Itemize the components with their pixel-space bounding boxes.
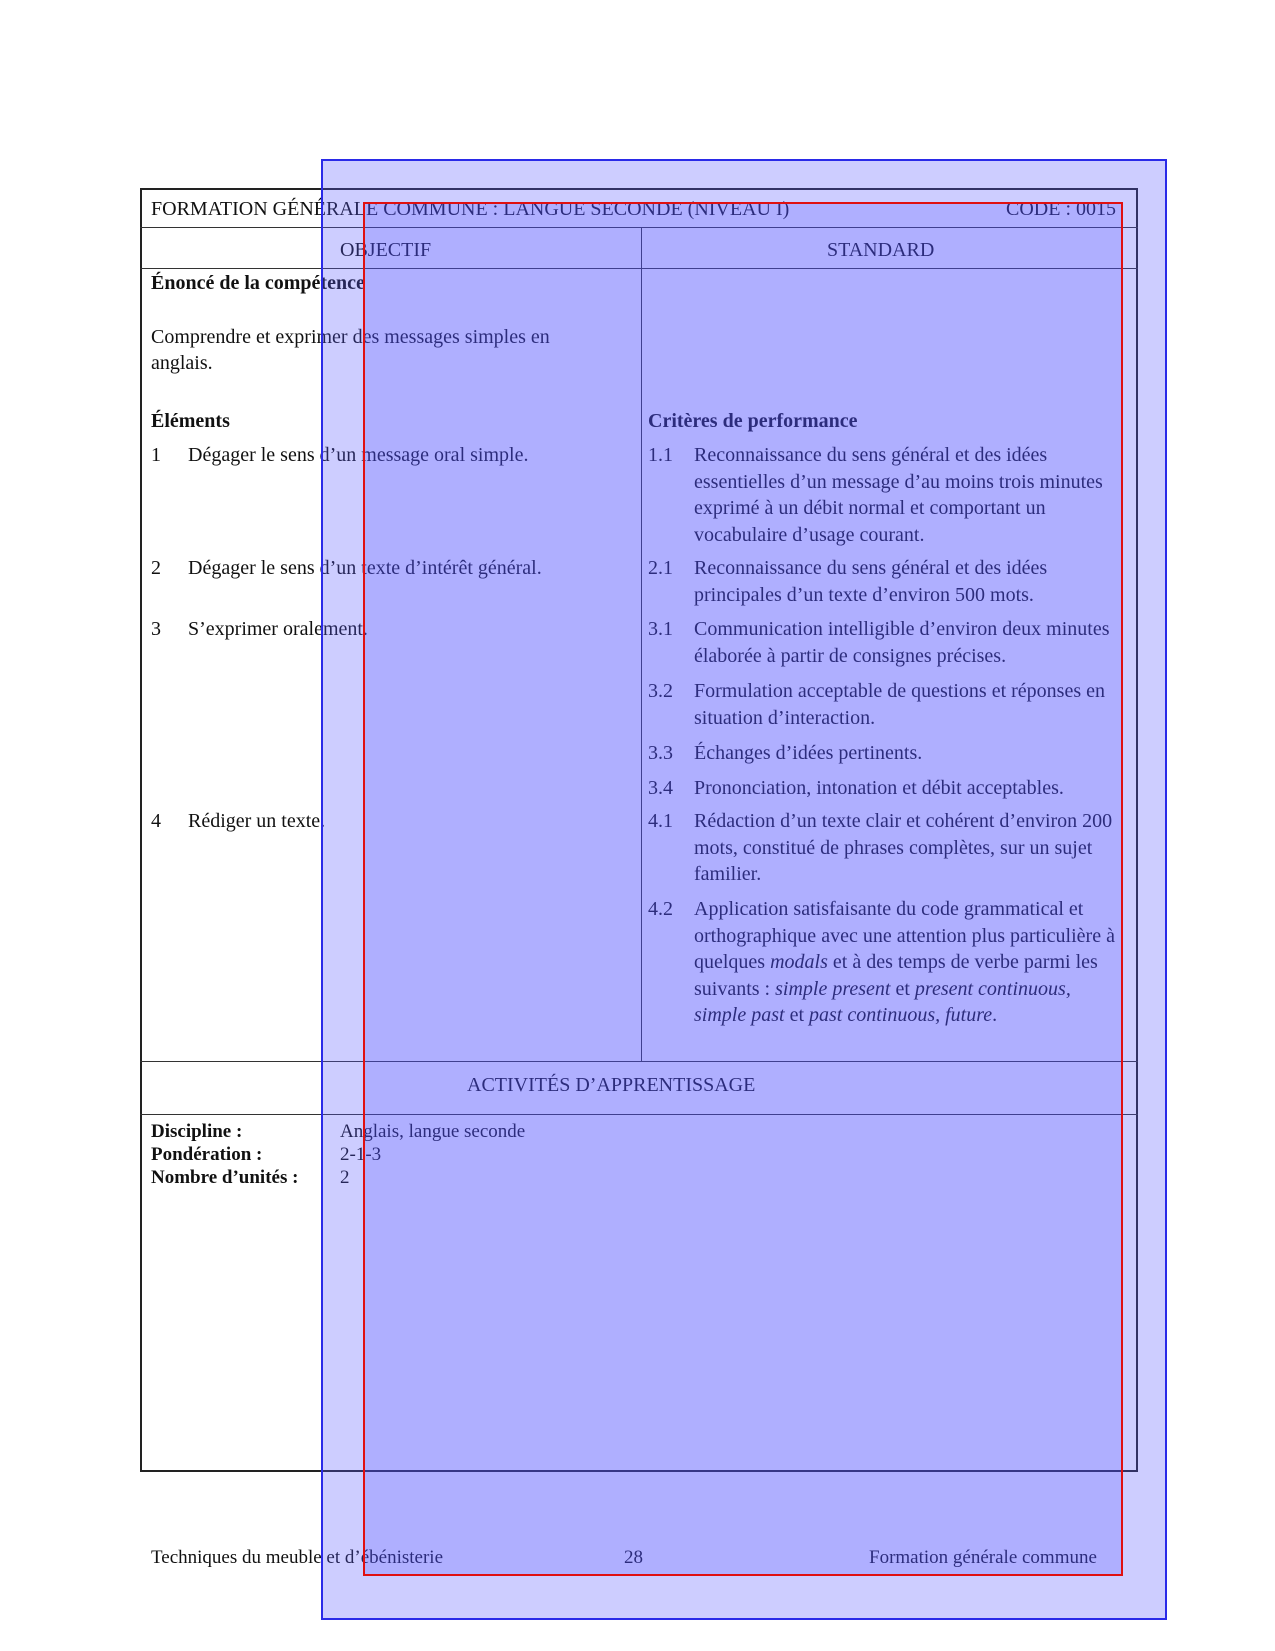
- competence-line-1: Comprendre et exprimer des messages simples en: [151, 326, 550, 348]
- activities-heading: ACTIVITÉS D’APPRENTISSAGE: [467, 1074, 756, 1096]
- criterion-italic-term: simple present: [775, 977, 891, 1000]
- criterion-number: 4.1: [648, 810, 673, 832]
- footer-page-number: 28: [624, 1547, 643, 1568]
- footer-right: Formation générale commune: [869, 1547, 1097, 1568]
- criterion-number: 3.4: [648, 777, 673, 799]
- header-code: CODE : 0015: [1006, 198, 1116, 220]
- criterion-number: 2.1: [648, 557, 673, 579]
- elements-heading: Éléments: [151, 410, 230, 432]
- element-number: 3: [151, 618, 161, 640]
- criteria-heading: Critères de performance: [648, 410, 858, 432]
- criterion-number: 3.3: [648, 742, 673, 764]
- ponderation-value: 2-1-3: [340, 1144, 382, 1165]
- competence-heading: Énoncé de la compétence: [151, 272, 365, 294]
- header-title: FORMATION GÉNÉRALE COMMUNE : LANGUE SECONDE (NIVEAU I): [151, 198, 790, 220]
- criterion-text: Communication intelligible d’environ deux minutes élaborée à partir de consignes précises.: [694, 618, 1110, 667]
- competence-line-2: anglais.: [151, 352, 213, 374]
- criterion-text: [694, 896, 1128, 1029]
- criterion-text: Formulation acceptable de questions et réponses en situation d’interaction.: [694, 680, 1105, 729]
- element-text: Rédiger un texte.: [188, 810, 326, 832]
- ponderation-label: Pondération :: [151, 1144, 263, 1165]
- criterion-italic-term: past continuous, future: [809, 1004, 993, 1026]
- criterion-text: Rédaction d’un texte clair et cohérent d’environ 200 mots, constitué de phrases complètes, sur un sujet familier.: [694, 810, 1113, 885]
- criterion-text-part: et à des temps de verbe parmi les suivants :: [694, 951, 1098, 1000]
- element-number: 1: [151, 444, 161, 466]
- criterion-number: 3.1: [648, 618, 673, 640]
- element-number: 4: [151, 810, 161, 832]
- criterion-text-part: .: [992, 1004, 998, 1026]
- footer-left: Techniques du meuble et d’ébénisterie: [151, 1547, 444, 1568]
- columns-rule: [140, 268, 1138, 269]
- criterion-text-part: Application satisfaisante du code grammatical et orthographique avec une attention plus particulière à quelques: [694, 898, 1115, 973]
- column-divider: [641, 227, 642, 1061]
- criterion-text: Reconnaissance du sens général et des idées principales d’un texte d’environ 500 mots.: [694, 557, 1048, 606]
- criterion-italic-term: present continuous, simple past: [694, 977, 1071, 1026]
- criterion-text-part: et: [784, 1004, 809, 1026]
- criterion-italic-term: modals: [770, 951, 828, 973]
- header-rule: [140, 227, 1138, 228]
- units-value: 2: [340, 1167, 350, 1188]
- column-header-standard: STANDARD: [827, 239, 935, 261]
- element-number: 2: [151, 557, 161, 579]
- activities-top-rule: [140, 1061, 1138, 1062]
- discipline-label: Discipline :: [151, 1121, 243, 1142]
- criterion-number: 3.2: [648, 680, 673, 702]
- element-text: Dégager le sens d’un texte d’intérêt général.: [188, 557, 542, 579]
- units-label: Nombre d’unités :: [151, 1167, 299, 1188]
- criterion-text: Prononciation, intonation et débit acceptables.: [694, 777, 1064, 799]
- discipline-value: Anglais, langue seconde: [340, 1121, 526, 1142]
- criterion-text-part: et: [890, 977, 915, 1000]
- element-text: Dégager le sens d’un message oral simple.: [188, 444, 529, 466]
- criterion-number: 4.2: [648, 898, 673, 920]
- activities-bottom-rule: [140, 1114, 1138, 1115]
- element-text: S’exprimer oralement.: [188, 618, 368, 640]
- criterion-number: 1.1: [648, 444, 673, 466]
- criterion-text: Échanges d’idées pertinents.: [694, 742, 923, 764]
- criterion-text: Reconnaissance du sens général et des idées essentielles d’un message d’au moins trois minutes exprimé à un débit normal et comportant un vocabulaire d’usage courant.: [694, 444, 1103, 546]
- column-header-objectif: OBJECTIF: [340, 239, 432, 261]
